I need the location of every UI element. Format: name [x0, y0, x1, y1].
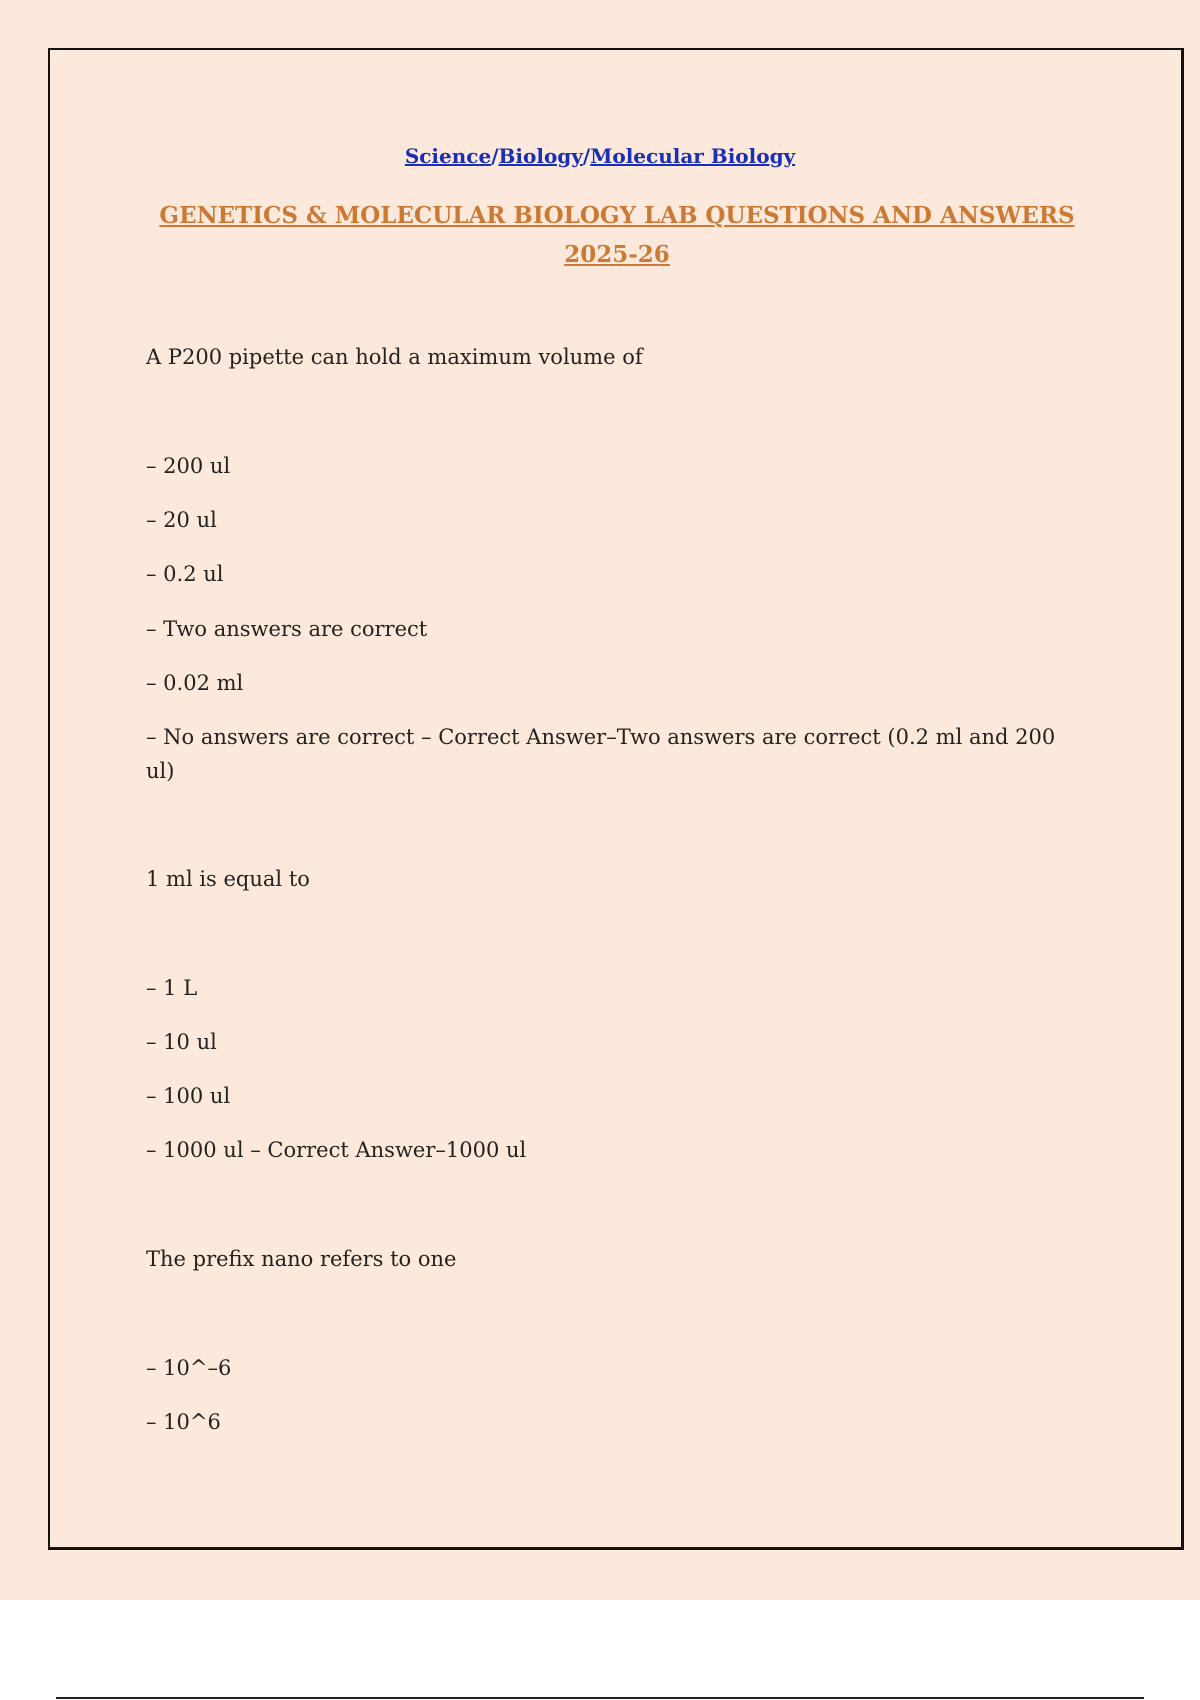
question-prompt: A P200 pipette can hold a maximum volume of: [146, 345, 643, 369]
answer-option: – No answers are correct – Correct Answer–Two answers are correct (0.2 ml and 200 ul): [146, 725, 1056, 783]
answer-option: – Two answers are correct: [146, 617, 428, 641]
answer-option: – 10^6: [146, 1410, 221, 1434]
breadcrumb-separator: /: [491, 144, 499, 168]
breadcrumb-link-science[interactable]: Science: [404, 144, 492, 168]
answer-option: – 100 ul: [146, 1084, 231, 1108]
document-title-line-1: GENETICS & MOLECULAR BIOLOGY LAB QUESTIONS AND ANSWERS: [159, 202, 1075, 229]
breadcrumb: [0, 144, 1200, 168]
breadcrumb-separator: /: [582, 144, 591, 168]
question-prompt: The prefix nano refers to one: [146, 1247, 457, 1271]
footer-divider: [56, 1697, 1144, 1699]
answer-option: – 1 L: [146, 976, 198, 1000]
document-title: [150, 196, 1084, 274]
answer-option: – 1000 ul – Correct Answer–1000 ul: [146, 1138, 527, 1162]
answer-option: – 200 ul: [146, 454, 231, 478]
answer-option: – 10 ul: [146, 1030, 217, 1054]
answer-option: – 20 ul: [146, 508, 217, 532]
breadcrumb-link-molecular-biology[interactable]: Molecular Biology: [590, 144, 796, 168]
answer-option: – 0.2 ul: [146, 562, 224, 586]
document-title-line-2: 2025-26: [564, 241, 670, 268]
breadcrumb-link-biology[interactable]: Biology: [498, 144, 583, 168]
answer-option: – 10^–6: [146, 1356, 232, 1380]
question-prompt: 1 ml is equal to: [146, 867, 310, 891]
answer-option: – 0.02 ml: [146, 671, 244, 695]
